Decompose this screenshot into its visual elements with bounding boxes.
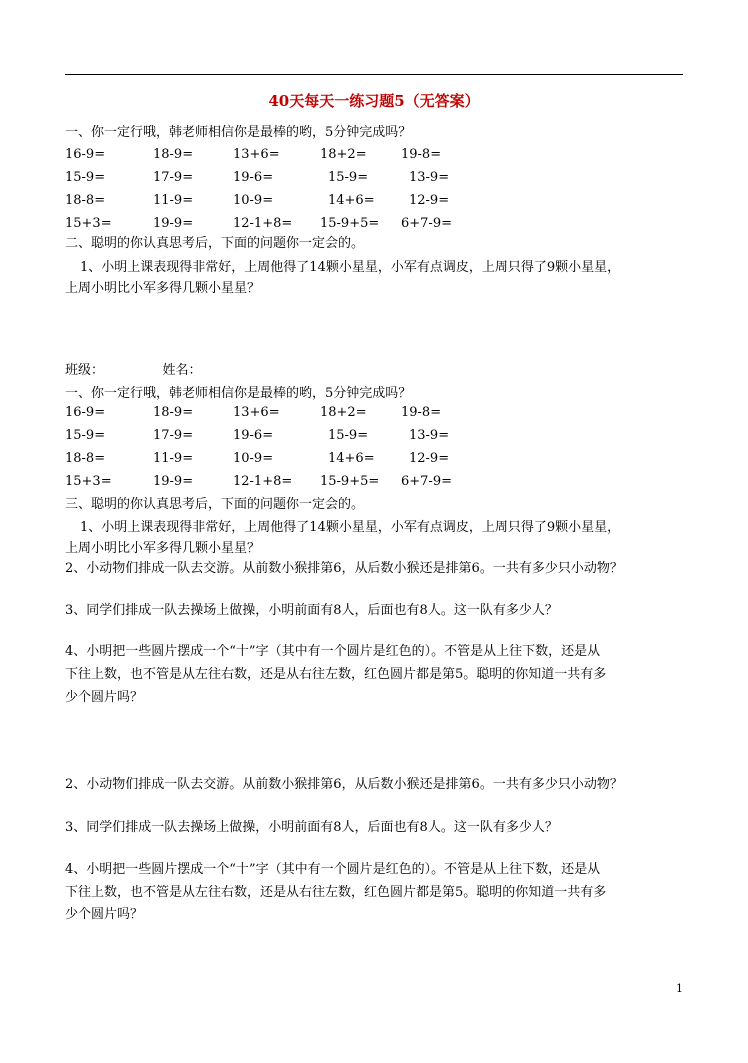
arithmetic-problem: 17-9= [153, 428, 194, 443]
page-title: 40天每天一练习题5（无答案） [268, 92, 480, 110]
arithmetic-problem: 11-9= [153, 193, 194, 208]
arithmetic-problem: 16-9= [65, 147, 106, 162]
arithmetic-problem: 19-9= [153, 216, 194, 231]
question-4-line-3-repeat: 少个圆片吗？ [65, 907, 144, 922]
arithmetic-problem: 15-9+5= [320, 216, 380, 231]
grid1-row [0, 147, 748, 165]
arithmetic-problem: 11-9= [153, 451, 194, 466]
grid2-row [0, 451, 748, 469]
section-one-heading: 一、你一定行哦，韩老师相信你是最棒的哟，5分钟完成吗？ [65, 125, 412, 140]
arithmetic-problem: 6+7-9= [401, 216, 452, 231]
arithmetic-problem: 15-9+5= [320, 474, 380, 489]
arithmetic-problem: 19-6= [233, 428, 274, 443]
question-1-line-2: 上周小明比小军多得几颗小星星？ [65, 281, 261, 296]
arithmetic-problem: 18-9= [153, 405, 194, 420]
arithmetic-problem: 19-8= [401, 405, 442, 420]
question-4-line-1: 4、小明把一些圆片摆成一个“十”字（其中有一个圆片是红色的）。不管是从上往下数，还是从 [65, 644, 601, 659]
section-one-heading-repeat: 一、你一定行哦，韩老师相信你是最棒的哟，5分钟完成吗？ [65, 386, 412, 401]
class-name-fields: 班级： 姓名： [65, 363, 202, 378]
question-1-line-2-repeat: 上周小明比小军多得几颗小星星？ [65, 541, 261, 556]
page-number: 1 [676, 982, 683, 995]
arithmetic-problem: 13+6= [233, 405, 280, 420]
arithmetic-problem: 13-9= [409, 170, 450, 185]
question-2: 2、小动物们排成一队去交游。从前数小猴排第6，从后数小猴还是排第6。一共有多少只小动物？ [65, 561, 623, 576]
arithmetic-problem: 15+3= [65, 474, 112, 489]
arithmetic-problem: 19-8= [401, 147, 442, 162]
header-rule [65, 74, 683, 75]
question-4-line-3: 少个圆片吗？ [65, 690, 144, 705]
question-4-line-2: 下往上数，也不管是从左往右数，还是从右往左数，红色圆片都是第5。聪明的你知道一共有多 [65, 667, 607, 682]
grid2-row [0, 428, 748, 446]
arithmetic-problem: 19-6= [233, 170, 274, 185]
question-3-repeat: 3、同学们排成一队去操场上做操，小明前面有8人，后面也有8人。这一队有多少人？ [65, 820, 558, 835]
grid2-row [0, 405, 748, 423]
arithmetic-problem: 13-9= [409, 428, 450, 443]
question-4-line-2-repeat: 下往上数，也不管是从左往右数，还是从右往左数，红色圆片都是第5。聪明的你知道一共有多 [65, 885, 607, 900]
question-1-line-1: 1、小明上课表现得非常好，上周他得了14颗小星星，小军有点调皮，上周只得了9颗小星星， [80, 260, 621, 275]
arithmetic-problem: 18+2= [320, 147, 367, 162]
arithmetic-problem: 14+6= [328, 193, 375, 208]
question-1-line-1-repeat: 1、小明上课表现得非常好，上周他得了14颗小星星，小军有点调皮，上周只得了9颗小星星， [80, 520, 621, 535]
arithmetic-problem: 18-8= [65, 193, 106, 208]
arithmetic-problem: 18-8= [65, 451, 106, 466]
arithmetic-problem: 15+3= [65, 216, 112, 231]
arithmetic-problem: 18-9= [153, 147, 194, 162]
grid1-row [0, 193, 748, 211]
arithmetic-problem: 12-1+8= [233, 216, 293, 231]
arithmetic-problem: 6+7-9= [401, 474, 452, 489]
arithmetic-problem: 15-9= [65, 170, 106, 185]
question-3: 3、同学们排成一队去操场上做操，小明前面有8人，后面也有8人。这一队有多少人？ [65, 603, 558, 618]
arithmetic-problem: 18+2= [320, 405, 367, 420]
arithmetic-problem: 16-9= [65, 405, 106, 420]
arithmetic-problem: 12-1+8= [233, 474, 293, 489]
grid1-row [0, 170, 748, 188]
arithmetic-problem: 10-9= [233, 451, 274, 466]
section-three-heading: 三、聪明的你认真思考后，下面的问题你一定会的。 [65, 497, 365, 512]
arithmetic-problem: 19-9= [153, 474, 194, 489]
question-2-repeat: 2、小动物们排成一队去交游。从前数小猴排第6，从后数小猴还是排第6。一共有多少只小动物？ [65, 777, 623, 792]
arithmetic-problem: 12-9= [409, 193, 450, 208]
grid2-row [0, 474, 748, 492]
arithmetic-problem: 12-9= [409, 451, 450, 466]
arithmetic-problem: 14+6= [328, 451, 375, 466]
question-4-line-1-repeat: 4、小明把一些圆片摆成一个“十”字（其中有一个圆片是红色的）。不管是从上往下数，还是从 [65, 862, 601, 877]
arithmetic-problem: 17-9= [153, 170, 194, 185]
section-two-heading: 二、聪明的你认真思考后，下面的问题你一定会的。 [65, 236, 365, 251]
arithmetic-problem: 13+6= [233, 147, 280, 162]
arithmetic-problem: 10-9= [233, 193, 274, 208]
arithmetic-problem: 15-9= [65, 428, 106, 443]
arithmetic-problem: 15-9= [328, 428, 369, 443]
arithmetic-problem: 15-9= [328, 170, 369, 185]
